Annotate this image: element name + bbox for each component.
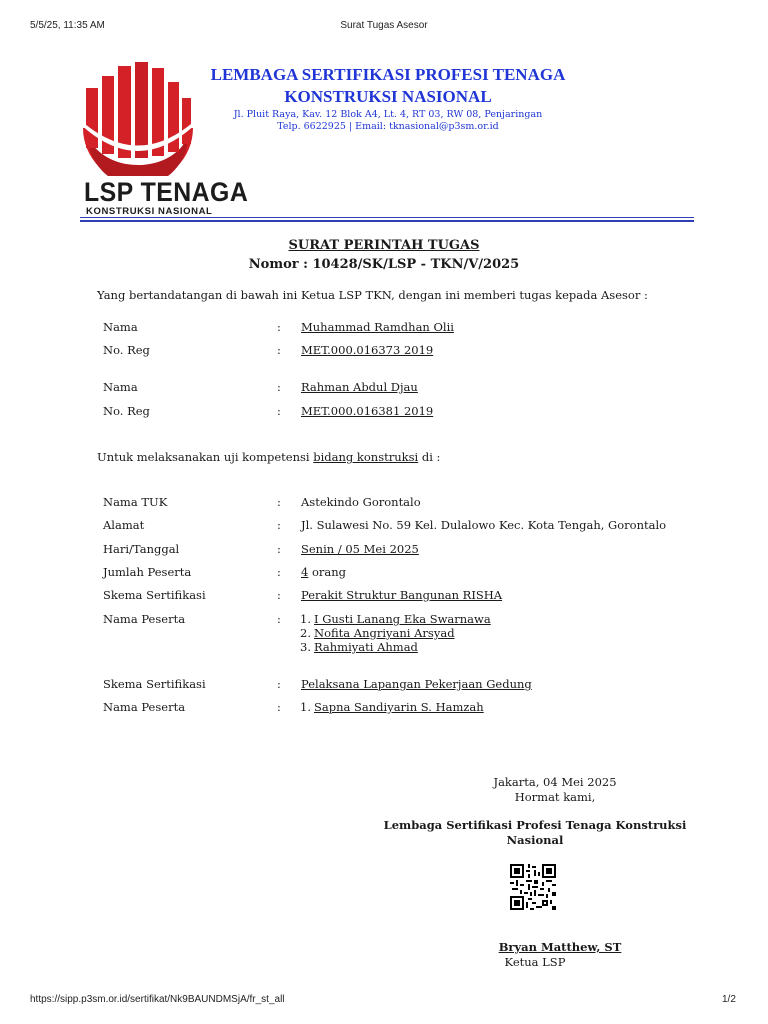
tuk-value: Astekindo Gorontalo xyxy=(301,495,421,509)
print-page-number: 1/2 xyxy=(722,994,736,1005)
peserta1-label: Nama Peserta xyxy=(103,612,186,626)
intro-text: Yang bertandatangan di bawah ini Ketua LSP TKN, dengan ini memberi tugas kepada Asesor : xyxy=(97,288,648,302)
qr-code-icon xyxy=(508,862,558,912)
colon: : xyxy=(277,588,281,602)
colon: : xyxy=(277,518,281,532)
colon: : xyxy=(277,542,281,556)
assessor2-reg: MET.000.016381 2019 xyxy=(301,404,434,418)
header-rule-bottom xyxy=(80,220,694,222)
doc-title: SURAT PERINTAH TUGAS xyxy=(288,238,480,253)
logo-text-main: LSP TENAGA xyxy=(84,177,249,207)
logo-text-sub: KONSTRUKSI NASIONAL xyxy=(86,206,213,217)
header-rule-top xyxy=(80,217,694,218)
colon: : xyxy=(277,565,281,579)
list-item: 2. Nofita Angriyani Arsyad xyxy=(300,626,455,640)
peserta1-list xyxy=(300,612,491,654)
colon: : xyxy=(277,343,281,357)
lsp-logo-emblem xyxy=(78,58,198,176)
list-item: 1. Sapna Sandiyarin S. Hamzah xyxy=(300,700,484,714)
print-url: https://sipp.p3sm.or.id/sertifikat/Nk9BAUNDMSjA/fr_st_all xyxy=(30,994,285,1005)
signer-name: Bryan Matthew, ST xyxy=(498,940,622,954)
sign-org-line1: Lembaga Sertifikasi Profesi Tenaga Konstruksi xyxy=(383,818,687,832)
tuk-label: Nama TUK xyxy=(103,495,168,509)
print-title: Surat Tugas Asesor xyxy=(340,20,428,31)
assessor2-reg-label: No. Reg xyxy=(103,404,150,418)
sign-place-date: Jakarta, 04 Mei 2025 xyxy=(493,775,617,789)
jumlah-label: Jumlah Peserta xyxy=(103,565,192,579)
assessor1-name-label: Nama xyxy=(103,320,138,334)
skema1-label: Skema Sertifikasi xyxy=(103,588,206,602)
org-name-line1: LEMBAGA SERTIFIKASI PROFESI TENAGA xyxy=(210,65,566,84)
org-name-line2: KONSTRUKSI NASIONAL xyxy=(284,87,492,106)
colon: : xyxy=(277,380,281,394)
colon: : xyxy=(277,677,281,691)
sign-org-line2: Nasional xyxy=(506,833,564,847)
tanggal-label: Hari/Tanggal xyxy=(103,542,180,556)
tanggal-value: Senin / 05 Mei 2025 xyxy=(301,542,419,556)
assessor2-name-label: Nama xyxy=(103,380,138,394)
colon: : xyxy=(277,404,281,418)
jumlah-value: 4 orang xyxy=(301,565,347,579)
alamat-label: Alamat xyxy=(103,518,145,532)
signer-position: Ketua LSP xyxy=(504,955,566,969)
list-item: 1. I Gusti Lanang Eka Swarnawa xyxy=(300,612,491,626)
print-datetime: 5/5/25, 11:35 AM xyxy=(30,20,105,31)
assessor2-name: Rahman Abdul Djau xyxy=(301,380,418,394)
org-contact: Telp. 6622925 | Email: tknasional@p3sm.or.id xyxy=(277,121,499,132)
assessor1-reg: MET.000.016373 2019 xyxy=(301,343,434,357)
sign-greeting: Hormat kami, xyxy=(514,790,596,804)
org-address: Jl. Pluit Raya, Kav. 12 Blok A4, Lt. 4, RT 03, RW 08, Penjaringan xyxy=(233,109,543,120)
colon: : xyxy=(277,495,281,509)
colon: : xyxy=(277,320,281,334)
colon: : xyxy=(277,700,281,714)
purpose-field: bidang konstruksi xyxy=(313,450,419,464)
assessor1-reg-label: No. Reg xyxy=(103,343,150,357)
skema2-label: Skema Sertifikasi xyxy=(103,677,206,691)
doc-number: Nomor : 10428/SK/LSP - TKN/V/2025 xyxy=(248,257,520,272)
purpose-text: Untuk melaksanakan uji kompetensi bidang konstruksi di : xyxy=(97,450,441,464)
alamat-value: Jl. Sulawesi No. 59 Kel. Dulalowo Kec. Kota Tengah, Gorontalo xyxy=(301,518,667,532)
peserta2-label: Nama Peserta xyxy=(103,700,186,714)
colon: : xyxy=(277,612,281,626)
assessor1-name: Muhammad Ramdhan Olii xyxy=(301,320,454,334)
list-item: 3. Rahmiyati Ahmad xyxy=(300,640,418,654)
skema2-value: Pelaksana Lapangan Pekerjaan Gedung xyxy=(301,677,532,691)
peserta2-list xyxy=(300,700,484,714)
skema1-value: Perakit Struktur Bangunan RISHA xyxy=(301,588,503,602)
